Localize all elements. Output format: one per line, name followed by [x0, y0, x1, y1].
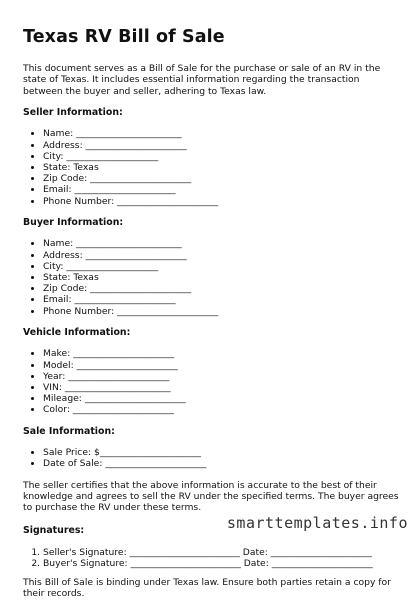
seller-email-item: • Email: ______________________: [43, 184, 401, 195]
vehicle-vin-item: • VIN: _______________________: [43, 382, 401, 393]
seller-state-item: • State: Texas: [43, 162, 401, 173]
sale-heading: Sale Information:: [23, 425, 115, 437]
buyer-name-item: • Name: _______________________: [43, 238, 401, 249]
buyer-list: [23, 238, 401, 317]
buyer-zip-item: • Zip Code: ______________________: [43, 283, 401, 294]
buyer-state-item: • State: Texas: [43, 272, 401, 283]
seller-zip-item: • Zip Code: ______________________: [43, 173, 401, 184]
seller-name-item: • Name: _______________________: [43, 128, 401, 139]
buyer-email-item: • Email: ______________________: [43, 294, 401, 305]
seller-signature-item: 1. Seller's Signature: ________________________ Date: ______________________: [43, 547, 401, 558]
vehicle-heading: Vehicle Information:: [23, 326, 131, 338]
vehicle-list: [23, 348, 401, 415]
vehicle-mileage-item: • Mileage: ______________________: [43, 393, 401, 404]
buyer-phone-item: • Phone Number: ______________________: [43, 306, 401, 317]
buyer-signature-item: 2. Buyer's Signature: ________________________ Date: ______________________: [43, 558, 401, 569]
vehicle-make-item: • Make: ______________________: [43, 348, 401, 359]
sale-list: [23, 447, 401, 469]
seller-heading: Seller Information:: [23, 106, 123, 118]
seller-city-item: • City: ____________________: [43, 151, 401, 162]
seller-address-item: • Address: ______________________: [43, 140, 401, 151]
vehicle-year-item: • Year: ______________________: [43, 371, 401, 382]
document-title: Texas RV Bill of Sale: [23, 27, 225, 47]
vehicle-color-item: • Color: ______________________: [43, 404, 401, 415]
sale-price-item: • Sale Price: $______________________: [43, 447, 401, 458]
seller-list: [23, 128, 401, 207]
buyer-address-item: • Address: ______________________: [43, 250, 401, 261]
intro-paragraph: This document serves as a Bill of Sale for the purchase or sale of an RV in the state of Texas. It includes essential information regarding the transaction between the buyer and seller, adhering to Texas law.: [23, 63, 381, 97]
vehicle-model-item: • Model: ______________________: [43, 360, 401, 371]
signatures-list: [23, 547, 401, 569]
signatures-heading: Signatures:: [23, 525, 85, 537]
sale-date-item: • Date of Sale: ______________________: [43, 458, 401, 469]
buyer-city-item: • City: ____________________: [43, 261, 401, 272]
footer-paragraph: This Bill of Sale is binding under Texas law. Ensure both parties retain a copy for their records.: [23, 577, 391, 600]
watermark-text: smarttemplates.info: [226, 513, 408, 532]
seller-phone-item: • Phone Number: ______________________: [43, 196, 401, 207]
buyer-heading: Buyer Information:: [23, 216, 124, 228]
certification-paragraph: The seller certifies that the above information is accurate to the best of their knowledge and agrees to sell the RV under the specified terms. The buyer agrees to purchase the RV under these terms.: [23, 479, 399, 514]
